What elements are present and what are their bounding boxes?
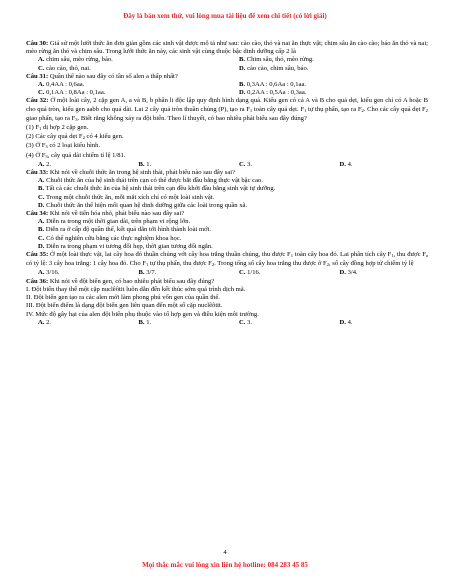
question-number: Câu 36: bbox=[26, 277, 49, 285]
question-number: Câu 34: bbox=[26, 210, 49, 218]
option-d: D. 4. bbox=[339, 160, 353, 168]
statement-1: (1) $F_1$ dị hợp 2 cặp gen. bbox=[26, 124, 89, 132]
option-d: D. 4. bbox=[339, 318, 353, 326]
question-36 bbox=[26, 278, 428, 327]
option-d: D. cào cào, chim sâu, báo. bbox=[239, 64, 309, 72]
statement-i: I. Đột biến thay thế một cặp nuclêôtit luôn dẫn đến kết thúc sớm quá trình dịch mã. bbox=[26, 285, 246, 293]
question-text: Khi nói về tiến hóa nhỏ, phát biểu nào sau đây sai? bbox=[49, 210, 185, 218]
option-b: B. Diễn ra ở cấp độ quần thể, kết quả dẫn tới hình thành loài mới. bbox=[38, 226, 212, 234]
option-b: B. Tất cả các chuỗi thức ăn của hệ sinh thái trên cạn đều khởi đầu bằng sinh vật tự dưỡng. bbox=[38, 185, 276, 193]
question-35 bbox=[26, 251, 428, 278]
question-text: Khi nói về đột biến gen, có bao nhiêu phát biểu sau đây đúng? bbox=[49, 277, 215, 285]
option-a: A. 2. bbox=[38, 160, 52, 168]
question-text: Giả sử một lưới thức ăn đơn giản gồm các sinh vật được mô tả như sau: cào cào, thỏ và nai ăn thực vật; chim sâu ăn cào cào; báo ăn thỏ và nai; mèo rừng ăn thỏ và chim sâu. Trong lưới thức ăn này, các sinh vật cùng thuộc bậc dinh dưỡng cấp 2 là bbox=[26, 40, 428, 56]
option-c: C. 0,1AA : 0,8Aa : 0,1aa. bbox=[38, 89, 106, 97]
option-c: C. Trong một chuỗi thức ăn, mỗi mắt xích chỉ có một loài sinh vật. bbox=[38, 193, 215, 201]
option-a: A. 0,4AA : 0,6aa. bbox=[38, 81, 85, 89]
option-a: A. chim sâu, mèo rừng, báo. bbox=[38, 56, 113, 64]
option-b: B. 1. bbox=[138, 160, 152, 168]
question-31 bbox=[26, 73, 428, 98]
option-d: D. Chuỗi thức ăn thể hiện mối quan hệ dinh dưỡng giữa các loài trong quần xã. bbox=[38, 201, 248, 209]
option-c: C. 3. bbox=[239, 160, 253, 168]
question-32 bbox=[26, 97, 428, 169]
question-text: Quần thể nào sau đây có tần số alen a thấp nhất? bbox=[49, 72, 178, 80]
option-a: A. Diễn ra trong một thời gian dài, trên phạm vi rộng lớn. bbox=[38, 218, 191, 226]
option-d: D. 0,2AA : 0,5Aa : 0,3aa. bbox=[239, 89, 307, 97]
option-c: C. 1/16. bbox=[239, 269, 261, 277]
question-text: Câu 35: Ở một loài thực vật, lai cây hoa đỏ thuần chủng với cây hoa trắng thuần chủng, thu được $F_1$ toàn cây hoa đỏ. Lai phân tích cây $F_1$, thu được $F_a$ có tỷ lệ: 3 cây hoa trắng: 1 cây hoa đỏ. Cho $F_1$ tự thụ phấn, thu được $F_2$. Trong tổng số cây hoa trắng thu được ở $F_2$, số cây đồng hợp tử chiếm tỷ lệ bbox=[26, 251, 428, 268]
hotline-banner: Mọi thắc mắc vui lòng xin liên hệ hotline: 084 283 45 85 bbox=[142, 561, 308, 569]
question-34 bbox=[26, 210, 428, 251]
statement-3: (3) Ở $F_3$ có 2 loại kiểu hình. bbox=[26, 142, 101, 150]
statement-iii: III. Đột biến điểm là dạng đột biến gen liên quan đến một số cặp nuclêôtit. bbox=[26, 302, 223, 310]
option-b: B. 1. bbox=[138, 318, 152, 326]
option-b: B. 0,3AA : 0,6Aa : 0,1aa. bbox=[239, 81, 307, 89]
question-number: Câu 35: bbox=[26, 251, 49, 259]
question-number: Câu 31: bbox=[26, 72, 49, 80]
question-number: Câu 32: bbox=[26, 97, 49, 105]
option-c: C. Có thể nghiên cứu bằng các thực nghiệm khoa học. bbox=[38, 234, 182, 242]
question-33 bbox=[26, 169, 428, 210]
question-text: Câu 32: Ở một loài cây, 2 cặp gen A, a và B, b phân li độc lập quy định hình dạng quả. Kiểu gen có cả A và B cho quả dẹt, kiểu gen chỉ có A hoặc B cho quả tròn, kiểu gen aabb cho quả dài. Lai 2 cây quả tròn thuần chủng (P), tạo ra $F_1$ toàn cây quả dẹt. $F_1$ tự thụ phấn, tạo ra $F_2$. Cho các cây quả dẹt $F_2$ giao phấn, tạo ra $F_3$. Biết rằng không xảy ra đột biến. Theo lí thuyết, có bao nhiêu phát biểu sau đây đúng? bbox=[26, 97, 429, 122]
option-a: A. Chuỗi thức ăn của hệ sinh thái trên cạn có thể được bắt đầu bằng thực vật bậc cao. bbox=[38, 177, 263, 185]
question-text: Khi nói về chuỗi thức ăn trong hệ sinh thái, phát biểu nào sau đây sai? bbox=[49, 169, 236, 177]
option-a: A. 2. bbox=[38, 318, 52, 326]
option-d: D. 3/4. bbox=[339, 269, 358, 277]
document-body bbox=[26, 40, 428, 327]
option-b: B. Chim sâu, thỏ, mèo rừng. bbox=[239, 56, 314, 64]
question-number: Câu 33: bbox=[26, 169, 49, 177]
option-a: A. 3/16. bbox=[38, 269, 60, 277]
statement-2: (2) Các cây quả dẹt $F_2$ có 4 kiểu gen. bbox=[26, 133, 124, 141]
option-b: B. 3/7. bbox=[138, 269, 157, 277]
statement-4: (4) Ở $F_3$, cây quả dài chiếm tỉ lệ 1/81. bbox=[26, 151, 126, 159]
page-number: 4 bbox=[223, 549, 227, 556]
statement-iv: IV. Mức độ gây hại của alen đột biến phụ thuộc vào tổ hợp gen và điều kiện môi trường. bbox=[26, 310, 259, 318]
option-c: C. cào cào, thỏ, nai. bbox=[38, 64, 91, 72]
question-30 bbox=[26, 40, 428, 73]
option-d: D. Diễn ra trong phạm vi tương đối hẹp, thời gian tương đối ngắn. bbox=[38, 242, 213, 250]
statement-ii: II. Đột biến gen tạo ra các alen mới làm phong phú vốn gen của quần thể. bbox=[26, 294, 220, 302]
preview-banner: Đây là bản xem thử, vui lòng mua tài liệu để xem chi tiết (có lời giải) bbox=[123, 12, 327, 20]
question-number: Câu 30: bbox=[26, 40, 49, 47]
option-c: C. 3. bbox=[239, 318, 253, 326]
